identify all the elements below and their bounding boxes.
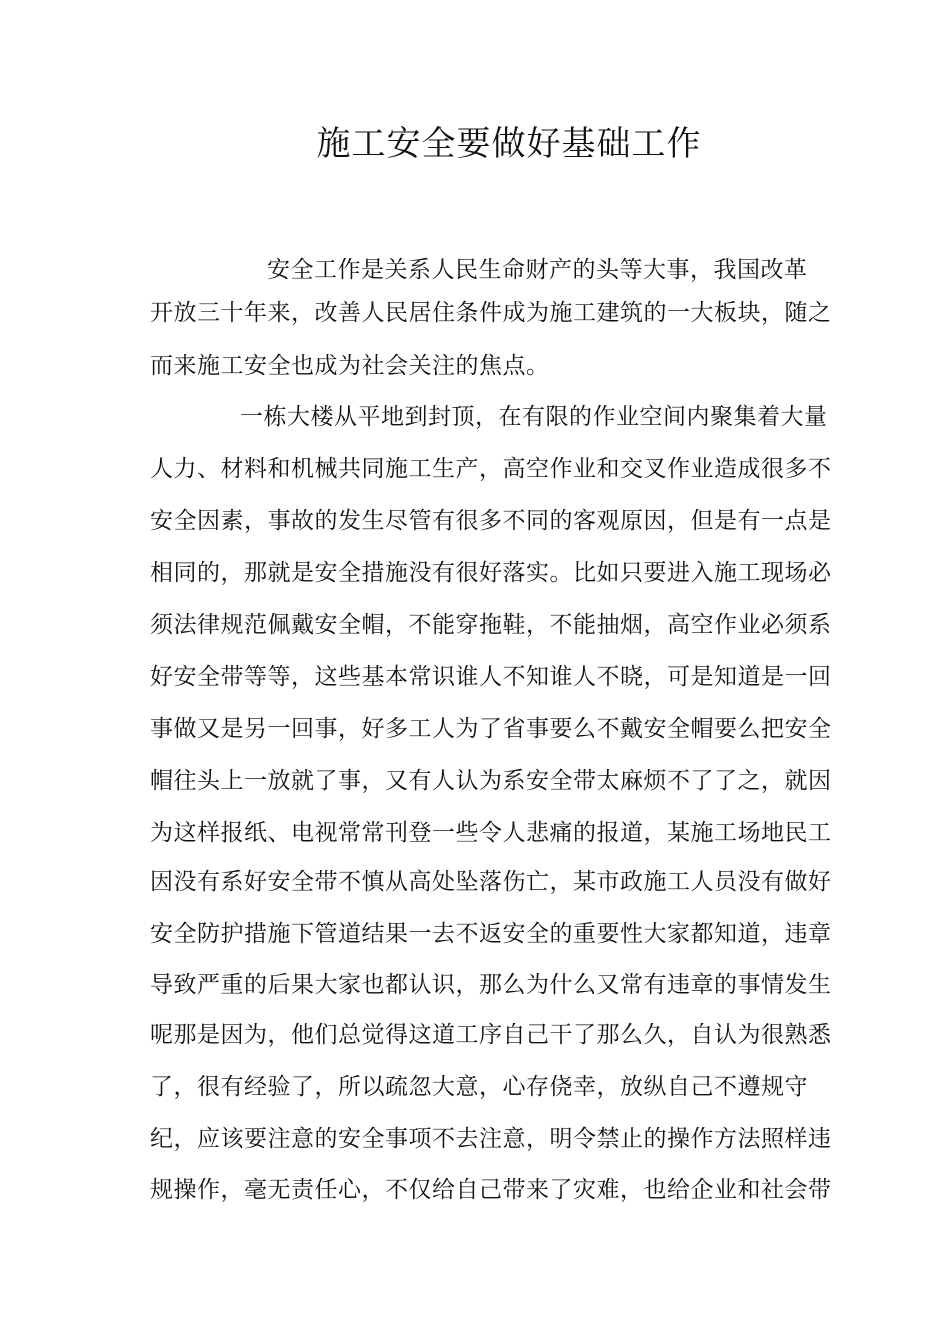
paragraph-line: 须法律规范佩戴安全帽，不能穿拖鞋，不能抽烟，高空作业必须系 xyxy=(150,612,832,638)
paragraph-line: 因没有系好安全带不慎从高处坠落伤亡，某市政施工人员没有做好 xyxy=(150,869,832,895)
paragraph-line: 规操作，毫无责任心，不仅给自己带来了灾难，也给企业和社会带 xyxy=(150,1177,832,1203)
paragraph-line: 导致严重的后果大家也都认识，那么为什么又常有违章的事情发生 xyxy=(150,972,832,998)
paragraph-line: 一栋大楼从平地到封顶，在有限的作业空间内聚集着大量 xyxy=(240,404,828,430)
paragraph-line: 相同的，那就是安全措施没有很好落实。比如只要进入施工现场必 xyxy=(150,560,832,586)
paragraph-line: 好安全带等等，这些基本常识谁人不知谁人不晓，可是知道是一回 xyxy=(150,664,832,690)
paragraph-line: 安全工作是关系人民生命财产的头等大事，我国改革 xyxy=(267,257,808,283)
paragraph-line: 安全防护措施下管道结果一去不返安全的重要性大家都知道，违章 xyxy=(150,921,832,947)
paragraph-line: 了，很有经验了，所以疏忽大意，心存侥幸，放纵自己不遵规守 xyxy=(150,1074,808,1100)
paragraph-line: 安全因素，事故的发生尽管有很多不同的客观原因，但是有一点是 xyxy=(150,508,832,534)
document-title: 施工安全要做好基础工作 xyxy=(316,124,702,164)
paragraph-line: 事做又是另一回事，好多工人为了省事要么不戴安全帽要么把安全 xyxy=(150,716,832,742)
paragraph-line: 开放三十年来，改善人民居住条件成为施工建筑的一大板块，随之 xyxy=(150,300,832,326)
paragraph-line: 帽往头上一放就了事，又有人认为系安全带太麻烦不了了之，就因 xyxy=(150,768,832,794)
paragraph-line: 为这样报纸、电视常常刊登一些令人悲痛的报道，某施工场地民工 xyxy=(150,820,832,846)
paragraph-line: 纪，应该要注意的安全事项不去注意，明令禁止的操作方法照样违 xyxy=(150,1126,832,1152)
paragraph-line: 呢那是因为，他们总觉得这道工序自己干了那么久，自认为很熟悉 xyxy=(150,1022,832,1048)
paragraph-line: 人力、材料和机械共同施工生产，高空作业和交叉作业造成很多不 xyxy=(150,456,832,482)
paragraph-line: 而来施工安全也成为社会关注的焦点。 xyxy=(150,353,550,379)
